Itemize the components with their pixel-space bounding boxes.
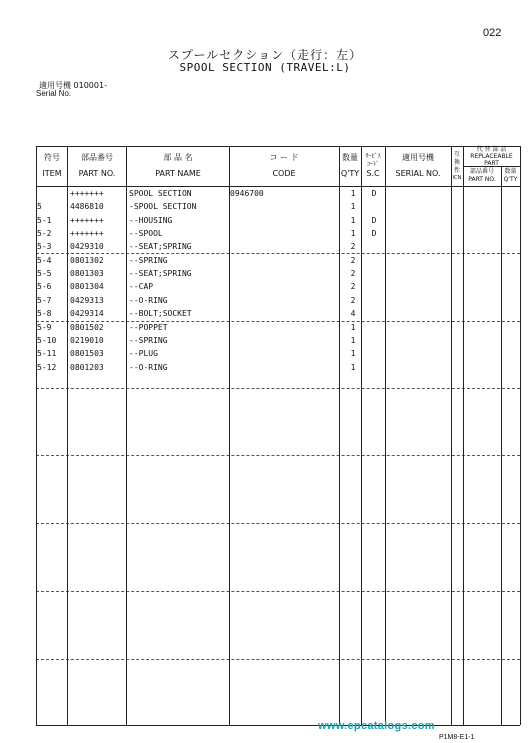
row-code bbox=[230, 334, 342, 347]
header-repl-part-en: PART NO. bbox=[468, 176, 496, 183]
header-code-en: CODE bbox=[272, 169, 296, 178]
row-part-name: --BOLT;SOCKET bbox=[129, 309, 192, 319]
row-part-no: 0801203 bbox=[70, 362, 104, 372]
row-part-no: 0429313 bbox=[70, 295, 104, 305]
row-sc bbox=[363, 321, 385, 334]
row-item: 5-10 bbox=[37, 335, 57, 345]
header-repl-en2: PART bbox=[484, 160, 499, 167]
header-serial-jp: 適用号機 bbox=[402, 153, 434, 162]
grid-line bbox=[36, 725, 520, 726]
row-part-no: 0801303 bbox=[70, 269, 104, 279]
row-part-name: --PLUG bbox=[129, 349, 158, 359]
header-qty-jp: 数量 bbox=[342, 153, 358, 162]
header-name-jp: 部 品 名 bbox=[163, 153, 193, 162]
row-code bbox=[230, 307, 342, 320]
row-sc bbox=[363, 361, 385, 374]
row-item: 5-2 bbox=[37, 229, 52, 239]
row-qty: 1 bbox=[350, 335, 356, 345]
row-part-no: 0219010 bbox=[70, 335, 104, 345]
row-sc bbox=[363, 347, 385, 360]
row-sc bbox=[363, 267, 385, 280]
header-ic-jp1: 互 bbox=[453, 151, 460, 158]
row-sc bbox=[363, 254, 385, 267]
row-qty: 1 bbox=[350, 362, 356, 372]
row-part-name: --CAP bbox=[129, 282, 154, 292]
header-ic-en: ICN bbox=[452, 175, 462, 181]
row-qty: 2 bbox=[350, 269, 356, 279]
header-sc-en: S.C bbox=[366, 169, 380, 178]
header-repl-qty-jp: 数量 bbox=[504, 168, 517, 175]
row-code bbox=[230, 214, 342, 227]
header-serial-en: SERIAL NO. bbox=[395, 169, 441, 178]
row-part-no: 0801302 bbox=[70, 255, 104, 265]
row-part-no: 0801503 bbox=[70, 349, 104, 359]
footer-code: P1M8-E1-1 bbox=[439, 734, 475, 741]
header-item-jp: 符号 bbox=[44, 153, 60, 162]
header-ic-jp2: 換 bbox=[453, 159, 460, 166]
row-code bbox=[230, 254, 342, 267]
row-qty: 2 bbox=[350, 255, 356, 265]
row-code bbox=[230, 294, 342, 307]
row-sc: D bbox=[371, 189, 377, 198]
row-part-name: --SEAT;SPRING bbox=[129, 269, 192, 279]
row-part-no: 0801502 bbox=[70, 322, 104, 332]
row-qty: 1 bbox=[350, 189, 356, 198]
row-qty: 2 bbox=[350, 242, 356, 252]
grid-line bbox=[520, 146, 521, 725]
grid-line bbox=[36, 388, 520, 389]
row-item: 5-11 bbox=[37, 349, 57, 359]
row-qty: 1 bbox=[350, 215, 356, 225]
row-part-no: 0801304 bbox=[70, 282, 104, 292]
header-sc-jp2: ｺｰﾄﾞ bbox=[366, 161, 379, 168]
row-qty: 1 bbox=[350, 229, 356, 239]
page-title-jp: スプールセクション（走行：左） bbox=[167, 48, 363, 62]
row-sc bbox=[363, 307, 385, 320]
header-ic-jp3: 性 bbox=[453, 167, 460, 174]
grid-line bbox=[126, 146, 127, 725]
grid-line bbox=[36, 455, 520, 456]
row-part-no: 0429314 bbox=[70, 309, 104, 319]
row-qty: 1 bbox=[350, 349, 356, 359]
row-part-no: 0429310 bbox=[70, 242, 104, 252]
row-qty: 1 bbox=[350, 322, 356, 332]
row-code bbox=[230, 347, 342, 360]
header-repl-jp: 代 替 部 品 bbox=[476, 146, 507, 153]
grid-line bbox=[36, 146, 520, 147]
row-item: 5-8 bbox=[37, 309, 52, 319]
header-sc-jp1: ｻｰﾋﾞｽ bbox=[365, 153, 381, 160]
row-code bbox=[230, 227, 342, 240]
row-part-name: --HOUSING bbox=[129, 215, 173, 225]
row-qty: 2 bbox=[350, 282, 356, 292]
row-sc bbox=[363, 280, 385, 293]
row-qty: 1 bbox=[350, 202, 356, 212]
grid-line bbox=[36, 659, 520, 660]
row-item: 5-5 bbox=[37, 269, 52, 279]
row-part-no: +++++++ bbox=[70, 215, 104, 225]
row-code: 0946700 bbox=[230, 189, 264, 198]
grid-line bbox=[67, 146, 68, 725]
row-part-name: --POPPET bbox=[129, 322, 168, 332]
row-code bbox=[230, 200, 342, 213]
row-code bbox=[230, 267, 342, 280]
grid-line bbox=[451, 146, 452, 725]
header-repl-en1: REPLACEABLE bbox=[470, 153, 513, 160]
row-sc bbox=[363, 334, 385, 347]
header-item-en: ITEM bbox=[42, 169, 62, 178]
grid-line bbox=[463, 146, 464, 725]
header-part-jp: 部品番号 bbox=[81, 153, 113, 162]
row-part-name: --SPOOL bbox=[129, 229, 163, 239]
page-number: 022 bbox=[483, 27, 502, 39]
row-sc bbox=[363, 294, 385, 307]
row-item: 5-4 bbox=[37, 255, 52, 265]
row-item: 5-6 bbox=[37, 282, 52, 292]
row-part-name: --SPRING bbox=[129, 255, 168, 265]
row-item: 5-9 bbox=[37, 322, 52, 332]
row-part-no: +++++++ bbox=[70, 229, 104, 239]
serial-label-en: Serial No. bbox=[36, 89, 72, 98]
grid-line bbox=[36, 591, 520, 592]
header-part-en: PART NO. bbox=[78, 169, 116, 178]
row-code bbox=[230, 321, 342, 334]
row-sc: D bbox=[371, 229, 377, 239]
grid-line bbox=[501, 166, 502, 725]
row-item bbox=[37, 187, 67, 200]
row-item: 5-3 bbox=[37, 242, 52, 252]
row-part-name: --O-RING bbox=[129, 362, 168, 372]
row-part-no: +++++++ bbox=[70, 189, 104, 198]
header-repl-qty-en: Q'TY bbox=[503, 176, 518, 183]
watermark-text: www.epcatalogs.com bbox=[318, 720, 435, 732]
row-part-name: --SPRING bbox=[129, 335, 168, 345]
header-code-jp: コ ー ド bbox=[269, 153, 299, 162]
row-part-no: 4486810 bbox=[70, 202, 104, 212]
row-part-name: -SPOOL SECTION bbox=[129, 202, 197, 212]
row-sc: D bbox=[371, 215, 377, 225]
row-sc bbox=[363, 240, 385, 253]
row-qty: 2 bbox=[350, 295, 356, 305]
grid-line bbox=[36, 523, 520, 524]
row-code bbox=[230, 361, 342, 374]
row-item: 5-7 bbox=[37, 295, 52, 305]
row-item: 5-1 bbox=[37, 215, 52, 225]
row-item: 5-12 bbox=[37, 362, 57, 372]
grid-line bbox=[385, 146, 386, 725]
header-name-en: PART NAME bbox=[155, 169, 201, 178]
page-title-en: SPOOL SECTION (TRAVEL:L) bbox=[179, 61, 351, 74]
row-code bbox=[230, 280, 342, 293]
row-qty: 4 bbox=[350, 309, 356, 319]
header-qty-en: Q'TY bbox=[340, 169, 360, 178]
row-sc bbox=[363, 200, 385, 213]
serial-label-jp: 適用号機 010001- bbox=[39, 81, 107, 90]
row-part-name: SPOOL SECTION bbox=[129, 189, 192, 198]
row-code bbox=[230, 240, 342, 253]
header-repl-part-jp: 部品番号 bbox=[469, 168, 494, 175]
row-part-name: --O-RING bbox=[129, 295, 168, 305]
row-item: 5 bbox=[37, 202, 42, 212]
row-part-name: --SEAT;SPRING bbox=[129, 242, 192, 252]
